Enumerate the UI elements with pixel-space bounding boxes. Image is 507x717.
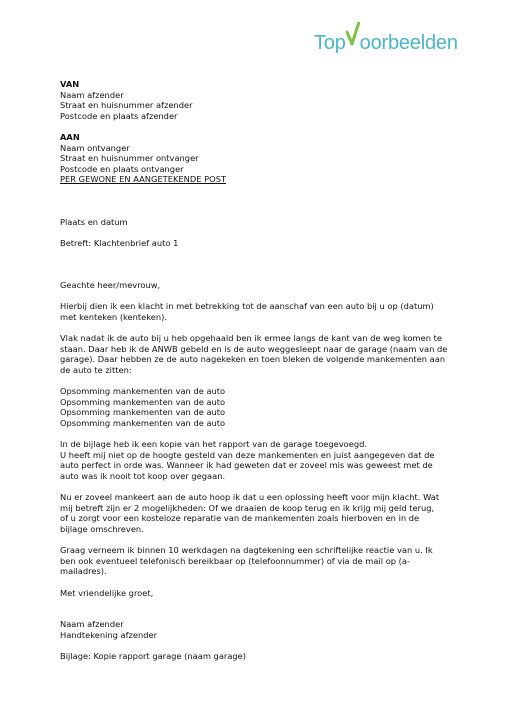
- paragraph-line: Vlak nadat ik de auto bij u heb opgehaald ben ik ermee langs de kant van de weg komen te: [60, 333, 442, 344]
- defect-item: Opsomming mankementen van de auto: [60, 386, 226, 397]
- subject-line: Betreft: Klachtenbrief auto 1: [60, 237, 179, 248]
- checkmark-icon: [346, 30, 359, 50]
- defect-item: Opsomming mankementen van de auto: [60, 407, 226, 418]
- signature-sign: Handtekening afzender: [60, 629, 158, 640]
- recipient-heading: AAN: [60, 131, 80, 142]
- defect-item: Opsomming mankementen van de auto: [60, 396, 226, 407]
- signature-name: Naam afzender: [60, 619, 124, 630]
- sender-postal: Postcode en plaats afzender: [60, 110, 178, 121]
- salutation: Geachte heer/mevrouw,: [60, 280, 161, 291]
- sender-block: [60, 79, 460, 121]
- paragraph-line: mij betreft zijn er 2 mogelijkheden: Of we draaien de koop terug en ik krijg mij geld terug,: [60, 502, 435, 513]
- recipient-block: [60, 132, 460, 185]
- recipient-name: Naam ontvanger: [60, 142, 130, 153]
- delivery-method: PER GEWONE EN AANGETEKENDE POST: [60, 174, 227, 185]
- paragraph-line: auto was ik nooit tot koop over gegaan.: [60, 470, 226, 481]
- place-date: Plaats en datum: [60, 216, 128, 227]
- paragraph-line: mailadres).: [60, 566, 107, 577]
- paragraph-solution: [60, 492, 460, 534]
- sender-street: Straat en huisnummer afzender: [60, 100, 193, 111]
- paragraph-line: Hierbij dien ik een klacht in met betrekking tot de aanschaf van een auto bij u op (datum): [60, 301, 434, 312]
- paragraph-line: bijlage omschreven.: [60, 523, 144, 534]
- defect-item: Opsomming mankementen van de auto: [60, 418, 226, 428]
- logo-text-top: Top: [314, 32, 346, 54]
- paragraph-line: Nu er zoveel mankeert aan de auto hoop ik dat u een oplossing heeft voor mijn klacht. Wat: [60, 492, 440, 503]
- signature-block: [60, 619, 460, 640]
- topvoorbeelden-logo: [314, 30, 458, 55]
- logo-text-rest: oorbeelden: [359, 32, 458, 54]
- sender-heading: VAN: [60, 79, 80, 89]
- closing: Met vriendelijke groet,: [60, 587, 154, 598]
- paragraph-line: U heeft mij niet op de hoogte gesteld van deze mankementen en juist aangegeven dat de: [60, 449, 435, 460]
- paragraph-incident: [60, 333, 460, 375]
- paragraph-line: ben ook eventueel telefonisch bereikbaar op (telefoonnummer) of via de mail op (a-: [60, 555, 410, 566]
- paragraph-line: staan. Daar heb ik de ANWB gebeld en is de auto weggesleept naar de garage (naam van de: [60, 343, 448, 354]
- paragraph-line: In de bijlage heb ik een kopie van het rapport van de garage toegevoegd.: [60, 439, 368, 450]
- paragraph-line: of u zorgt voor een kosteloze reparatie van de mankementen zoals hierboven en in de: [60, 513, 420, 524]
- recipient-postal: Postcode en plaats ontvanger: [60, 163, 184, 174]
- paragraph-line: Graag verneem ik binnen 10 werkdagen na dagtekening een schriftelijke reactie van u. Ik: [60, 545, 433, 556]
- defects-list: [60, 386, 460, 428]
- attachment-line: Bijlage: Kopie rapport garage (naam garage): [60, 651, 247, 662]
- paragraph-response-request: [60, 545, 460, 577]
- paragraph-line: met kenteken (kenteken).: [60, 312, 168, 323]
- paragraph-line: auto perfect in orde was. Wanneer ik had geweten dat er zoveel mis was geweest met de: [60, 460, 433, 471]
- paragraph-line: garage). Daar hebben ze de auto nagekeken en toen bleken de volgende mankementen aan: [60, 354, 446, 365]
- paragraph-attachment-note: [60, 439, 460, 481]
- recipient-street: Straat en huisnummer ontvanger: [60, 153, 199, 164]
- paragraph-line: de auto te zitten:: [60, 365, 132, 376]
- letter-body: [60, 79, 460, 662]
- paragraph-complaint: [60, 301, 460, 322]
- sender-name: Naam afzender: [60, 89, 124, 100]
